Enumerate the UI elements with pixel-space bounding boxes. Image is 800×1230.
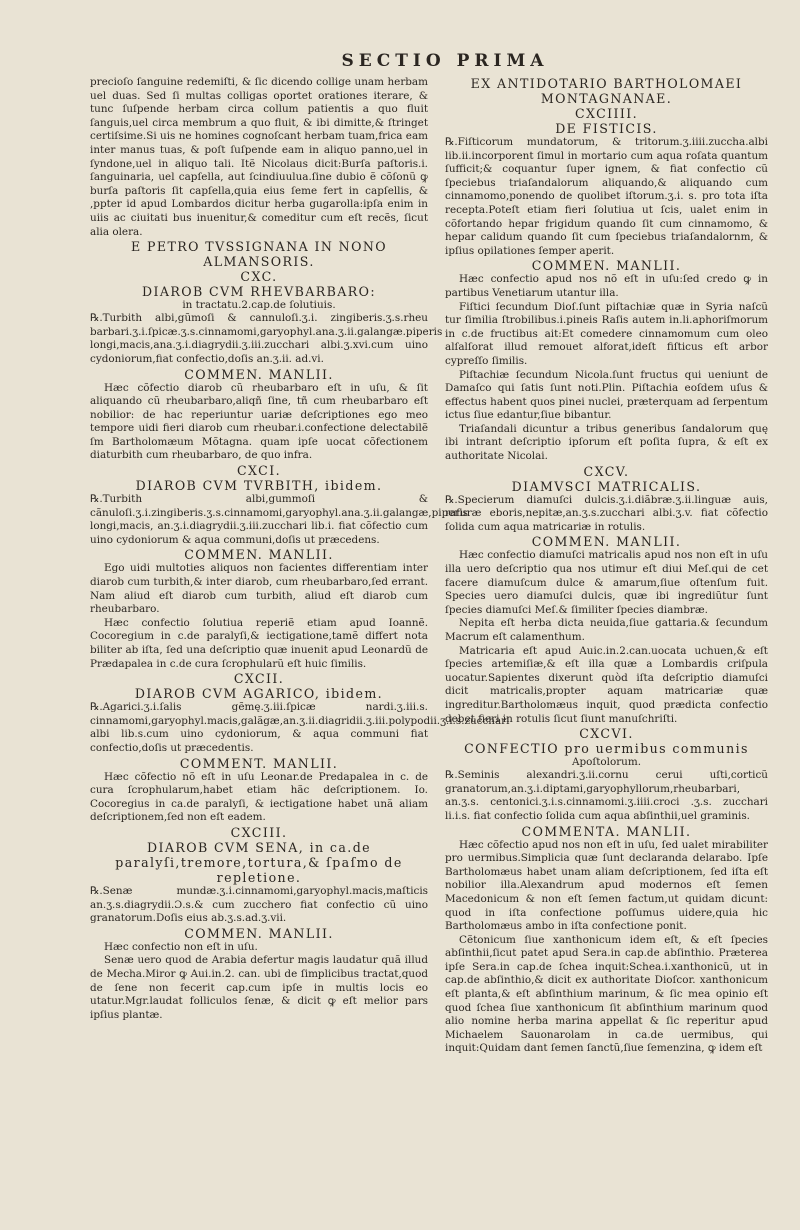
section-heading: CXCIII. [230, 824, 288, 840]
text-paragraph: Hæc confectio diamuſci matricalis apud nos non eſt in uſu illa uero deſcriptio qua nos utimur eſt diui Meſ.qui de cet facere diamuſcum dulce & amarum,ſiue oſtenſum fuit. Species uero diamuſci dulcis, quæ ibi ingrediũtur ſunt ſpecies diamuſci Meſ.& ſimiliter ſpecies diambræ. [445, 549, 768, 616]
section-heading: CXCI. [237, 463, 281, 479]
section-heading: DIAROB CVM AGARICO, ibidem. [134, 686, 384, 702]
section-heading: DE FISTICIS. [555, 121, 658, 136]
section-heading: COMMEN. MANLII. [184, 366, 334, 382]
left-column [90, 76, 510, 1022]
section-heading: CONFECTIO pro uermibus communis [464, 741, 749, 757]
text-paragraph: ℞.Turbith albi,gũmoſi & cannuloſi.ʒ.i. zingiberis.ʒ.s.rheu barbari.ʒ.i.ſpicæ.ʒ.s.cinnamomi,garyophyl.ana.ʒ.ii.galangæ.piperis longi,macis,ana.ʒ.i.diagrydii.ʒ.iii.zucchari albi.ʒ.xvi.cum uino cydoniorum,fiat confectio,doſis an.ʒ.ii. ad.vi. [90, 312, 443, 365]
section-heading: CXCV. [583, 463, 630, 479]
section-heading: COMMEN. MANLII. [531, 258, 682, 274]
section-heading: EX ANTIDOTARIO BARTHOLOMAEI MONTAGNANAE. [470, 76, 743, 106]
text-paragraph: Hæc confectio ſolutiua reperiẽ etiam apud Ioannẽ. Cocoregium in c.de paralyſi,& iectigatione,tamẽ differt nota biliter ab iſta, ſed una deſcriptio quæ inuenit apud Leonardũ de Prædapalea in c.de cura ſcrophularũ eſt huic ſimilis. [90, 616, 428, 670]
text-paragraph: Cẽtonicum ſiue xanthonicum idem eſt, & eſt ſpecies abſinthii,ſicut patet apud Sera.in cap.de abſinthio. Præterea ipſe Sera.in cap.de ſchea inquit:Schea.i.xanthonicũ, ut in cap.de abſinthio,& dicit ex authoritate Dioſcor. xanthonicum eſt planta,& eſt abſinthium marinum, & ſic mea opinio eſt quod ſchea ſiue xanthonicum ſit abſinthium marinum quod alio nomine herba marina appellat & ſic reperitur apud Michaelem Sauonarolam in ca.de uermibus, qui inquit:Quidam dant ſemen ſanctũ,ſiue ſemenzina, ꝙ idem eſt [445, 933, 768, 1055]
section-heading: CXCVI. [579, 726, 634, 742]
text-paragraph: Hæc confectio apud nos nõ eſt in uſu:ſed credo ꝙ in partibus Venetiarum utantur illa. [445, 273, 768, 299]
text-paragraph: Fiſtici ſecundum Dioſ.ſunt piſtachiæ quæ in Syria naſcũ tur ſimilia ſtrobilibus.i.pineis Raſis autem in.li.aphoriſmorum in c.de fructibus ait:Et comedere cinnamomum cum oleo alſalſorat illud remouet alforat,ideſt fiſticus eſt arbor cypreſſo ſimilis. [445, 300, 768, 367]
section-heading: E PETRO TVSSIGNANA IN NONO ALMANSORIS. [131, 239, 387, 270]
text-paragraph: ℞.Seminis alexandri.ʒ.ii.cornu cerui uſti,corticũ granatorum,an.ʒ.i.diptami,garyophyllorum,rheubarbari, an.ʒ.s. centonici.ʒ.i.s.cinnamomi.ʒ.iiii.croci .ʒ.s. zucchari li.i.s. fiat confectio ſolida cum aqua abſinthii,uel graminis. [445, 769, 768, 822]
section-subheading: Apoſtolorum. [571, 756, 642, 769]
section-heading: DIAROB CVM TVRBITH, ibidem. [135, 478, 383, 494]
text-paragraph: Hæc cõfectio diarob cũ rheubarbaro eſt in uſu, & ſit aliquando cũ rheubarbaro,aliqñ ſine, tñ cum rheubarbaro eſt nobilior: de hac reperiuntur uariæ deſcriptiones ego meo tempore uidi fieri diarob cum rheubar.i.confectione delectabilẽ ſm Bartholomæum Mõtagna. quam ipſe uocat cõfectionem diaturbith cum rheubarbaro, de quo infra. [90, 381, 428, 462]
section-heading: COMMEN. MANLII. [184, 925, 334, 941]
text-paragraph: Hæc cõfectio nõ eſt in uſu Leonar.de Predapalea in c. de cura ſcrophularum,habet etiam hãc deſcriptionem. Io. Cocoregius in ca.de paralyſi, & iectigatione habet unã aliam deſcriptionem,ſed non eſt eadem. [90, 770, 428, 824]
section-heading: DIAMVSCI MATRICALIS. [511, 478, 702, 494]
section-heading: CXCII. [233, 671, 285, 687]
text-paragraph: Hæc cõfectio apud nos non eſt in uſu, ſed ualet mirabiliter pro uermibus.Simplicia quæ ſunt declaranda delarabo. Ipſe Bartholomæus habet unam aliam deſcriptionem, ſed iſta eſt nobilior illa.Alexandrum apud modernos eſt ſemen Macedonicum & non eſt ſemen factum,ut quidam dicunt: quod in iſta confectione poſſumus uidere,quia hic Bartholomæus ambo in iſta confectione ponit. [445, 838, 768, 933]
running-header: SECTIO PRIMA [341, 51, 549, 71]
text-paragraph: Matricaria eſt apud Auic.in.2.can.uocata uchuen,& eſt ſpecies artemiſiæ,& eſt illa quæ a Lombardis criſpula uocatur.Sapientes dixerunt quòd iſta deſcriptio diamuſci dicit matricalis,propter aquam matricariæ quæ ingreditur.Bartholomæus inquit, quod prædicta confectio debet fieri in rotulis ſicut ſiunt manuſchriſti. [445, 644, 768, 725]
section-heading: COMMENT. MANLII. [179, 755, 339, 771]
text-paragraph: ℞.Senæ mundæ.ʒ.i.cinnamomi,garyophyl.macis,maſticis an.ʒ.s.diagrydii.Ɔ.s.& cum zucchero fiat confectio cũ uino granatorum.Doſis eius ab.ʒ.s.ad.ʒ.vii. [90, 884, 428, 925]
text-paragraph: Ego uidi multoties aliquos non facientes differentiam inter diarob cum turbith,& inter diarob, cum rheubarbaro,ſed errant. Nam aliud eſt diarob cum turbith, aliud eſt diarob cum rheubarbaro. [90, 562, 428, 616]
text-paragraph: precioſo ſanguine redemiſti, & ſic dicendo collige unam herbam uel duas. Sed ſi multas colligas oportet orationes iterare, & tunc ſuſpende herbam circa collum patientis a quo fluit ſanguis,uel circa membrum a quo fluit, & ibi dimitte,& ſtringet certiſsime.Si uis ne homines cognoſcant herbam tuam,frica eam inter manus tuas, & poſt ſuſpende eam in aliquo panno,uel in ſyndone,uel in aliquo tali. Itẽ Nicolaus dicit:Burſa paſtoris.i. ſanguinaria, uel capſella, aut ſcindiuulua.ſine dubio ẽ cõſonũ ꝙ burſa paſtoris ſit capſella,quia eius ſeme fert in capſellis, & ,ppter id apud Lombardos dicitur herba gugarolla:ipſa enim in uiis ac ciuitati bus inuenitur,& comeditur cum eſt recẽs, ſicut alia olera. [90, 76, 428, 238]
text-paragraph: Hæc confectio non eſt in uſu. [104, 940, 258, 953]
text-paragraph: Senæ uero quod de Arabia defertur magis laudatur quã illud de Mecha.Miror ꝙ Aui.in.2. can. ubi de ſimplicibus tractat,quod de ſene non fecerit cap.cum ipſe in multis locis eo utatur.Mgr.laudat folliculos ſenæ, & dicit ꝙ eſt melior pars ipſius plantæ. [90, 954, 428, 1021]
text-paragraph: ℞.Specierum diamuſci dulcis.ʒ.i.diãbræ.ʒ.ii.linguæ auis, raſuræ eboris,nepitæ,an.ʒ.s.zucchari albi.ʒ.v. fiat cõfectio ſolida cum aqua matricariæ in rotulis. [445, 493, 768, 533]
right-column [445, 76, 768, 1056]
section-heading: COMMEN. MANLII. [531, 534, 682, 550]
text-paragraph: ℞.Agarici.ʒ.i.ſalis gẽmę.ʒ.iii.ſpicæ nardi.ʒ.iii.s. cinnamomi,garyophyl.macis,galãgæ,an.ʒ.ii.diagridii.ʒ.iii.polypodii.ʒ.i.s.zucchari albi lib.s.cum uino cydoniorum, & aqua communi fiat confectio,doſis ut præcedentis. [90, 701, 510, 754]
text-paragraph: Nepita eſt herba dicta neuida,ſiue gattaria.& ſecundum Macrum eſt calamenthum. [445, 617, 768, 643]
text-paragraph: ℞.Fiſticorum mundatorum, & tritorum.ʒ.iiii.zuccha.albi lib.ii.incorporent ſimul in mortario cum aqua roſata quantum ſufficit;& coquantur ſuper ignem, & fiat confectio cũ ſpeciebus triaſandalorum aliquando,& aliquando cum cinnamomo,ponendo de quolibet iſtorum.ʒ.i. s. pro tota iſta recepta.Poteſt etiam fieri ſolutiua ut ſcis, ualet enim in cõfortando hepar frigidum quando ſit cum cinnamomo, & hepar calidum quando ſit cum ſpeciebus triaſandalornm, & ipſius opilationes ſemper aperit. [445, 136, 768, 257]
section-heading: CXC. [240, 269, 278, 285]
section-heading: DIAROB CVM SENA, in ca.de paralyſi,tremore,tortura,& ſpaſmo de repletione. [115, 839, 403, 885]
section-heading: COMMEN. MANLII. [184, 547, 334, 563]
text-paragraph: Triaſandali dicuntur a tribus generibus ſandalorum quę ibi intrant deſcriptio ipſorum eſt poſita ſupra, & eſt ex authoritate Nicolai. [445, 422, 768, 463]
section-heading: DIAROB CVM RHEVBARBARO: [141, 284, 377, 300]
section-subheading: in tractatu.2.cap.de ſolutiuis. [182, 299, 336, 312]
section-heading: COMMENTA. MANLII. [521, 823, 692, 839]
section-heading: CXCIIII. [574, 106, 639, 121]
text-paragraph: Piſtachiæ ſecundum Nicola.ſunt fructus qui ueniunt de Damaſco qui ſatis ſunt noti.Plin. Piſtachia eoſdem uſus & effectus habent quos pinei nuclei, præterquam ad ſerpentum ictus ſiue edantur,ſiue bibantur. [445, 368, 768, 422]
text-paragraph: ℞.Turbith albi,gummoſi & cãnuloſi.ʒ.i.zingiberis.ʒ.s.cinnamomi,garyophyl.ana.ʒ.ii.galangæ,piperis longi,macis, an.ʒ.i.diagrydii.ʒ.iii.zucchari lib.i. fiat cõfectio cum uino cydoniorum & aqua communi,doſis ut præcedens. [90, 493, 469, 546]
